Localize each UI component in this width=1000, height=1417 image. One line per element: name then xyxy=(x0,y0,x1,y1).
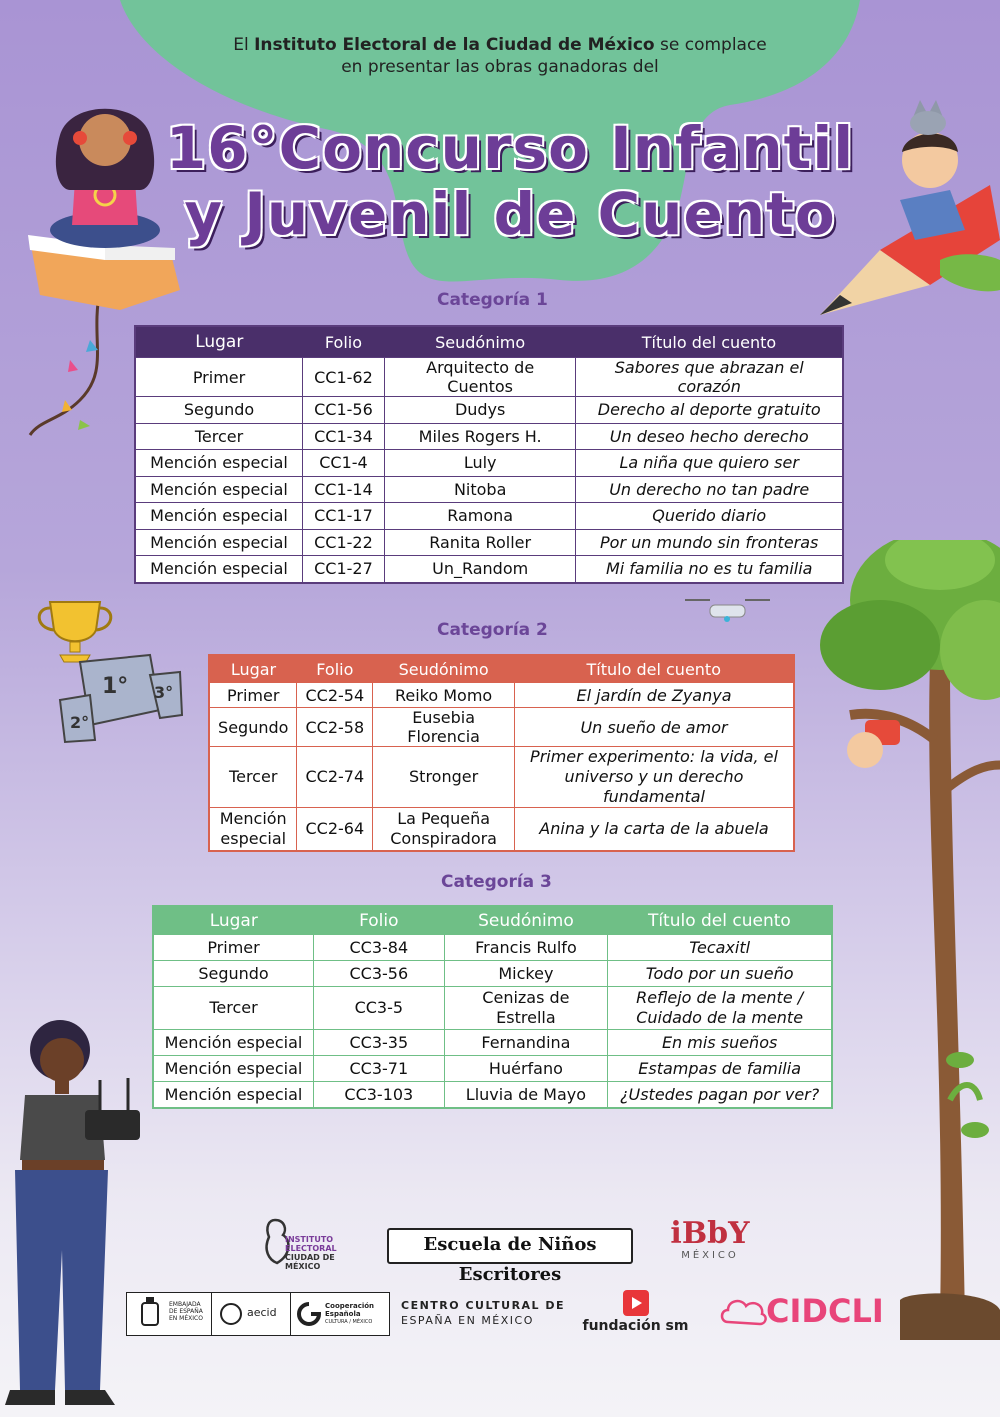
cell-seudonimo: Mickey xyxy=(444,961,608,987)
table-row xyxy=(153,1082,832,1109)
table-row xyxy=(135,358,843,397)
table-row xyxy=(209,683,794,708)
cell-titulo: Un derecho no tan padre xyxy=(576,476,843,503)
cell-folio: CC1-34 xyxy=(303,423,385,450)
fundacion-sm-icon xyxy=(623,1290,649,1316)
cell-seudonimo: Eusebia Florencia xyxy=(373,708,515,747)
cell-folio: CC3-103 xyxy=(314,1082,445,1109)
trophy-podium-illustration xyxy=(20,590,220,750)
cell-folio: CC1-22 xyxy=(303,529,385,556)
category-1-table xyxy=(134,325,844,584)
category-2-table xyxy=(208,654,795,852)
fundacion-sm-logo: fundación sm xyxy=(578,1290,693,1334)
cell-folio: CC2-74 xyxy=(297,747,373,808)
cell-lugar: Mención especial xyxy=(153,1056,314,1082)
cell-lugar: Mención especial xyxy=(135,529,303,556)
cell-folio: CC1-27 xyxy=(303,556,385,583)
cell-folio: CC2-64 xyxy=(297,808,373,852)
cell-lugar: Mención especial xyxy=(135,556,303,583)
table-header-row xyxy=(153,906,832,935)
category-3-heading: Categoría 3 xyxy=(441,872,552,892)
podium-first-label: 1° xyxy=(102,674,129,699)
cell-lugar: Segundo xyxy=(153,961,314,987)
cell-titulo: Primer experimento: la vida, el universo y un derecho fundamental xyxy=(515,747,795,808)
cell-folio: CC2-58 xyxy=(297,708,373,747)
cell-seudonimo: Cenizas de Estrella xyxy=(444,987,608,1030)
table-row xyxy=(135,476,843,503)
centro-cultural-espana-logo: CENTRO CULTURAL DE ESPAÑA EN MÉXICO xyxy=(401,1299,566,1327)
cell-seudonimo: Luly xyxy=(384,450,576,477)
table-header-row xyxy=(135,326,843,358)
cidcli-logo: CIDCLI xyxy=(718,1292,888,1332)
cell-lugar: Primer xyxy=(209,683,297,708)
category-2-heading: Categoría 2 xyxy=(437,620,548,640)
header-lugar: Lugar xyxy=(209,655,297,683)
cell-titulo: En mis sueños xyxy=(608,1030,832,1056)
cell-lugar: Mención especial xyxy=(135,476,303,503)
drone-icon xyxy=(685,595,770,625)
cell-titulo: Derecho al deporte gratuito xyxy=(576,397,843,424)
table-row xyxy=(153,1056,832,1082)
aecid-icon xyxy=(219,1302,243,1326)
cell-folio: CC2-54 xyxy=(297,683,373,708)
cell-seudonimo: Dudys xyxy=(384,397,576,424)
cidcli-cloud-icon xyxy=(718,1296,768,1328)
cell-lugar: Mención especial xyxy=(209,808,297,852)
table-row xyxy=(135,423,843,450)
cell-lugar: Segundo xyxy=(209,708,297,747)
header-lugar: Lugar xyxy=(153,906,314,935)
table-header-row xyxy=(209,655,794,683)
header-lugar: Lugar xyxy=(135,326,303,358)
cell-titulo: Mi familia no es tu familia xyxy=(576,556,843,583)
cell-seudonimo: Miles Rogers H. xyxy=(384,423,576,450)
table-row xyxy=(153,961,832,987)
cell-folio: CC3-84 xyxy=(314,935,445,961)
cell-lugar: Mención especial xyxy=(153,1082,314,1109)
table-row xyxy=(209,708,794,747)
cell-seudonimo: Arquitecto de Cuentos xyxy=(384,358,576,397)
cell-folio: CC1-56 xyxy=(303,397,385,424)
category-3-table xyxy=(152,905,833,1109)
spain-coat-of-arms-icon xyxy=(135,1297,165,1331)
cell-lugar: Primer xyxy=(153,935,314,961)
cell-titulo: La niña que quiero ser xyxy=(576,450,843,477)
header-seudonimo: Seudónimo xyxy=(384,326,576,358)
header-titulo: Título del cuento xyxy=(576,326,843,358)
ibby-mexico-logo: iBbY MÉXICO xyxy=(670,1216,750,1261)
cell-titulo: ¿Ustedes pagan por ver? xyxy=(608,1082,832,1109)
table-row xyxy=(135,529,843,556)
table-row xyxy=(135,503,843,530)
cell-seudonimo: Huérfano xyxy=(444,1056,608,1082)
intro-text: El Instituto Electoral de la Ciudad de México se complace en presentar las obras ganadoras del xyxy=(233,35,767,77)
table-row xyxy=(209,747,794,808)
cell-lugar: Tercer xyxy=(153,987,314,1030)
cell-titulo: El jardín de Zyanya xyxy=(515,683,795,708)
cell-folio: CC1-62 xyxy=(303,358,385,397)
escuela-ninos-escritores-logo: Escuela de Niños Escritores xyxy=(387,1228,633,1264)
header-folio: Folio xyxy=(303,326,385,358)
category-1-heading: Categoría 1 xyxy=(437,290,548,310)
podium-third-label: 3° xyxy=(154,683,174,702)
cell-seudonimo: Stronger xyxy=(373,747,515,808)
header-titulo: Título del cuento xyxy=(515,655,795,683)
cell-seudonimo: Ramona xyxy=(384,503,576,530)
cell-titulo: Estampas de familia xyxy=(608,1056,832,1082)
podium-second-label: 2° xyxy=(70,713,90,732)
table-row xyxy=(153,987,832,1030)
cell-lugar: Mención especial xyxy=(153,1030,314,1056)
cell-folio: CC1-4 xyxy=(303,450,385,477)
table-row xyxy=(135,450,843,477)
cell-folio: CC3-71 xyxy=(314,1056,445,1082)
cell-lugar: Mención especial xyxy=(135,503,303,530)
header-folio: Folio xyxy=(297,655,373,683)
header-seudonimo: Seudónimo xyxy=(444,906,608,935)
cell-titulo: Querido diario xyxy=(576,503,843,530)
cell-seudonimo: La Pequeña Conspiradora xyxy=(373,808,515,852)
iecm-logo: INSTITUTO ELECTORAL CIUDAD DE MÉXICO xyxy=(255,1215,365,1270)
header-folio: Folio xyxy=(314,906,445,935)
cell-titulo: Sabores que abrazan el corazón xyxy=(576,358,843,397)
header-seudonimo: Seudónimo xyxy=(373,655,515,683)
table-row xyxy=(209,808,794,852)
cell-seudonimo: Lluvia de Mayo xyxy=(444,1082,608,1109)
cell-seudonimo: Un_Random xyxy=(384,556,576,583)
cell-folio: CC1-14 xyxy=(303,476,385,503)
cell-folio: CC3-56 xyxy=(314,961,445,987)
cell-seudonimo: Ranita Roller xyxy=(384,529,576,556)
cell-lugar: Tercer xyxy=(209,747,297,808)
table-row xyxy=(135,556,843,583)
cell-folio: CC1-17 xyxy=(303,503,385,530)
cell-titulo: Reflejo de la mente / Cuidado de la mente xyxy=(608,987,832,1030)
cell-lugar: Primer xyxy=(135,358,303,397)
cell-folio: CC3-35 xyxy=(314,1030,445,1056)
cell-titulo: Todo por un sueño xyxy=(608,961,832,987)
table-row xyxy=(135,397,843,424)
cooperacion-icon xyxy=(297,1302,321,1326)
cell-titulo: Un sueño de amor xyxy=(515,708,795,747)
table-row xyxy=(153,1030,832,1056)
cell-seudonimo: Nitoba xyxy=(384,476,576,503)
cell-seudonimo: Francis Rulfo xyxy=(444,935,608,961)
cell-lugar: Mención especial xyxy=(135,450,303,477)
cell-titulo: Tecaxitl xyxy=(608,935,832,961)
cell-folio: CC3-5 xyxy=(314,987,445,1030)
poster-title: 16°Concurso Infantil y Juvenil de Cuento xyxy=(165,114,855,248)
embajada-aecid-cooperacion-logo: EMBAJADA DE ESPAÑA EN MÉXICO aecid Cooperación Española CULTURA / MÉXICO xyxy=(126,1292,390,1336)
cell-titulo: Anina y la carta de la abuela xyxy=(515,808,795,852)
cell-seudonimo: Reiko Momo xyxy=(373,683,515,708)
woman-with-controller-illustration xyxy=(0,1010,160,1410)
cell-seudonimo: Fernandina xyxy=(444,1030,608,1056)
cell-lugar: Tercer xyxy=(135,423,303,450)
table-row xyxy=(153,935,832,961)
boy-on-pencil-illustration xyxy=(820,90,1000,320)
cell-titulo: Un deseo hecho derecho xyxy=(576,423,843,450)
cell-titulo: Por un mundo sin fronteras xyxy=(576,529,843,556)
header-titulo: Título del cuento xyxy=(608,906,832,935)
cell-lugar: Segundo xyxy=(135,397,303,424)
